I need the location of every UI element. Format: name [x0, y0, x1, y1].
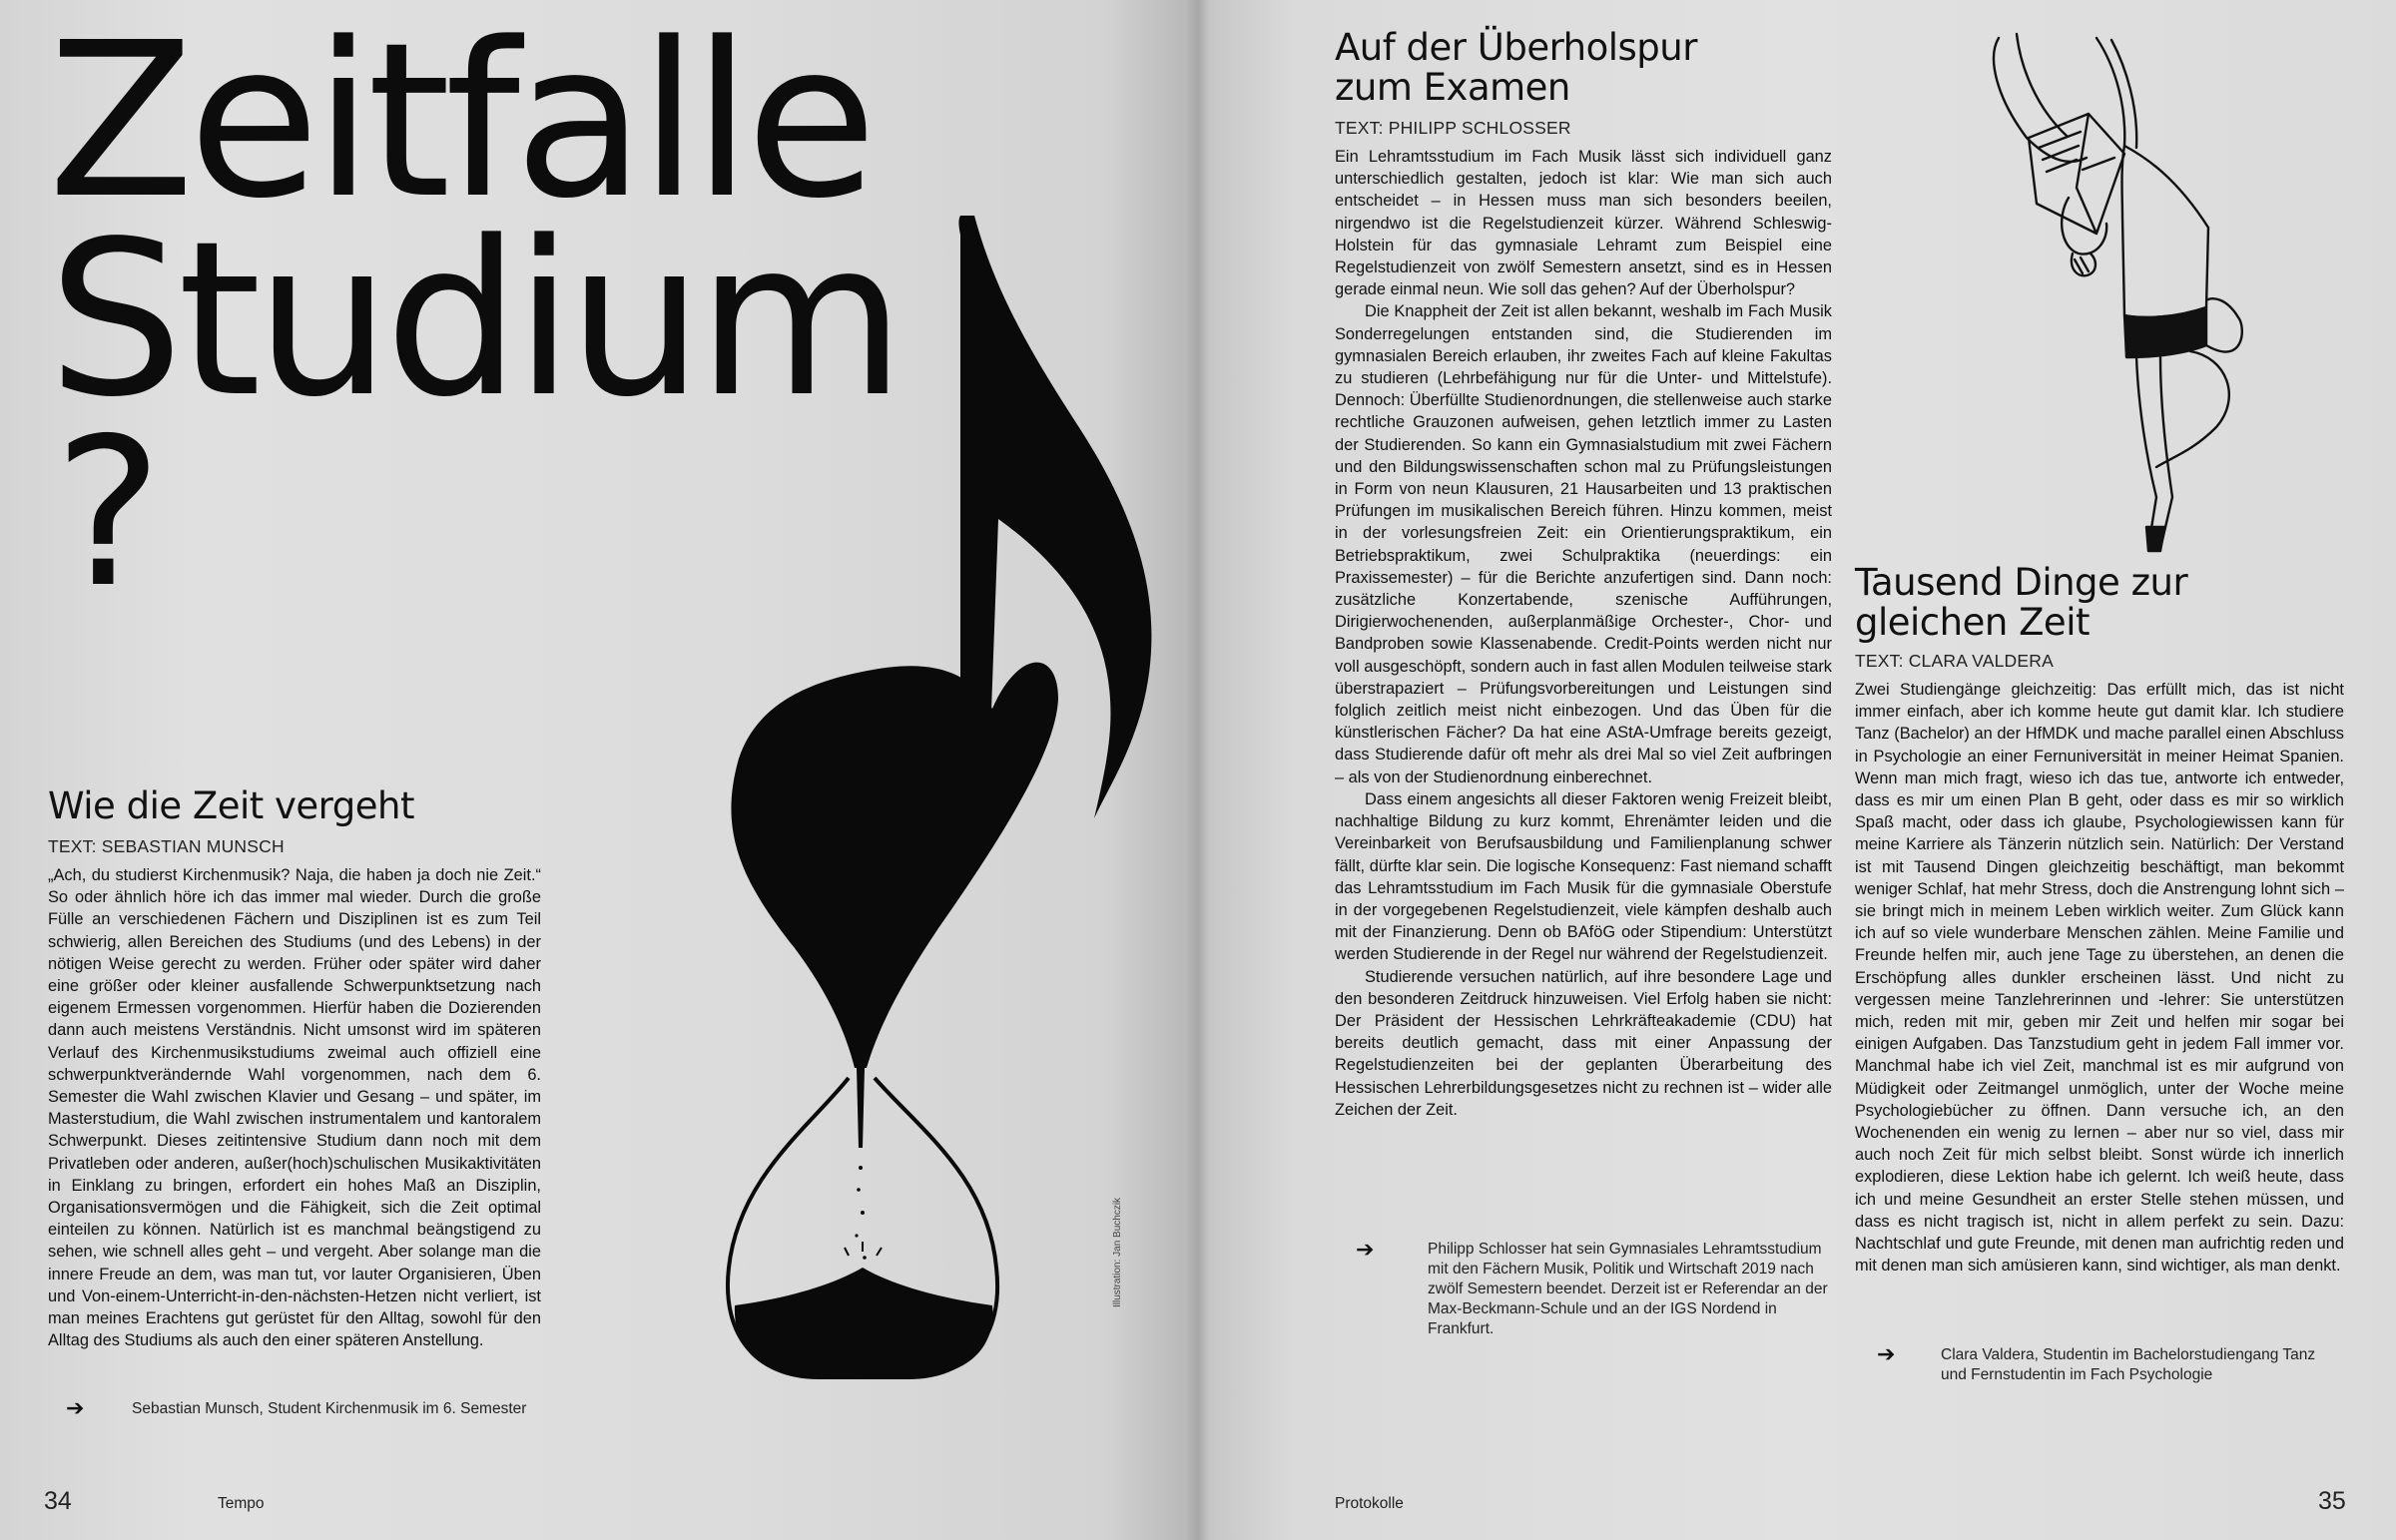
article3-paragraph: Zwei Studiengänge gleichzeitig: Das erfüllt mich, das ist nicht immer einfach, aber ich komme heute gut damit klar. Ich studiere Tanz (Bachelor) an der HfMDK und mache parallel einen Abschluss in Psychologie an einer Fernuniversität in meiner Heimat Spanien. Wenn man mich fragt, wieso ich das tue, antworte ich entweder, dass es mir um einen Plan B geht, oder dass es mir so wirklich Spaß macht, oder dass ich glaube, Psychologiewissen kann für meine Karriere als Tänzerin nützlich sein. Natürlich: Der Verstand ist mit Tausend Dingen gleichzeitig beschäftigt, man bekommt weniger Schlaf, hat mehr Stress, doch die Anstrengung lohnt sich – sie bringt mich in meinem Leben wirklich weiter. Zum Glück kann ich auf so viele wunderbare Menschen zählen. Meine Familie und Freunde helfen mir, auch jene Tage zu überstehen, an denen die Erschöpfung alles dunkler erscheinen lässt. Und nicht zu vergessen meine Tanzlehrerinnen und -lehrer: Sie unterstützen mich, reden mit mir, geben mir Zeit und helfen mir sogar bei einigen Aufgaben. Das Tanzstudium geht in jedem Fall immer vor. Manchmal habe ich viel Zeit, manchmal ist es mir aufgrund von Müdigkeit oder Zeitmangel unmöglich, unter der Woche meine Psychologiebücher zu öffnen. Dann versuche ich, an den Wochenenden ein wenig zu lernen – aber nur so viel, dass mir auch noch Zeit für mich selbst bleibt. Sonst würde ich innerlich explodieren, diese Lektion habe ich gelernt. Ich weiß heute, dass ich und meine Gesundheit an erster Stelle stehen müssen, und dass es nicht tragisch ist, nicht in allem perfekt zu sein. Dazu: Nachtschlaf und gute Freunde, mit denen man aufrichtig reden und mit denen man sich amüsieren kann, sind wichtiger, als man denkt.	[1855, 681, 2344, 1276]
note-head	[731, 663, 1058, 1068]
article2-paragraph-2: Die Knappheit der Zeit ist allen bekannt, weshalb im Fach Musik Sonderregelungen entstanden sind, die Studierenden im gymnasialen Bereich erlauben, ihr zweites Fach auf kleine Fakultas zu studieren (Lehrbefähigung nur für die Unter- und Mittelstufe). Dennoch: Überfüllte Studienordnungen, die stellenweise auch starke rechtliche Grauzonen aufweisen, gehen letztlich immer zu Lasten der Studierenden. So kann ein Gymnasialstudium mit zwei Fächern und den Bildungswissenschaften schon mal zu Prüfungsleistungen in Form von neun Klausuren, 21 Hausarbeiten und 13 praktischen Prüfungen im musikalischen Bereich führen. Hinzu kommen, meist in der vorlesungsfreien Zeit: ein Orientierungspraktikum, ein Betriebspraktikum, zwei Schulpraktika (neuerdings: ein Praxissemester) – für die Berichte anzufertigen sind. Dann noch: zusätzliche Konzertabende, szenische Aufführungen, Dirigierwochenenden, außerplanmäßige Orchester-, Chor- und Bandproben sowie Klassenabende. Credit-Points werden nicht nur voll ausgeschöpft, sondern auch in fast allen Modulen teilweise stark überstrapaziert – Prüfungsvorbereitungen und Leistungen sind folglich zeitlich meist nicht einbezogen. Und das Üben für die künstlerischen Fächer? Da hat eine AStA-Umfrage bereits gezeigt, dass Studierende dafür oft mehr als drei Mal so viel Zeit aufbringen – als von der Studienordnung einberechnet.	[1335, 302, 1832, 786]
arrow-right-icon: ➔	[66, 1395, 85, 1420]
sand-stream	[857, 1068, 865, 1148]
article2-heading-line-2: zum Examen	[1335, 65, 1570, 109]
article2-paragraph-3: Dass einem angesichts all dieser Faktoren wenig Freizeit bleibt, nachhaltige Bildung zu kurz kommt, Ehrenämter leiden und die Vereinbarkeit von Berufsausbildung und Familienplanung schwer fällt, dürfte klar sein. Die logische Konsequenz: Fast niemand schafft das Lehramtsstudium im Fach Musik für die gymnasiale Oberstufe in der vorgegebenen Regelstudienzeit, viele kämpfen deshalb auch mit der Finanzierung. Denn ob BAföG oder Stipendium: Unterstützt werden Studierende in der Regel nur während der Regelstudienzeit.	[1335, 789, 1832, 964]
dancer-reading-illustration	[1977, 28, 2236, 557]
page-number-right: 35	[2318, 1487, 2346, 1515]
dancer-back-arm	[2096, 38, 2136, 148]
article2-body	[1335, 146, 1832, 1121]
article2-paragraph-4: Studierende versuchen natürlich, auf ihre besondere Lage und den besonderen Zeitdruck hinzuweisen. Viel Erfolg haben sie nicht: Der Präsident der Hessischen Lehrkräfteakademie (CDU) hat bereits deutlich gemacht, dass mit einer Anpassung der Regelstudienzeiten bei der geplanten Überarbeitung des Hessischen Lehrerbildungsgesetzes nicht zu rechnen ist – wider alle Zeichen der Zeit.	[1335, 967, 1832, 1119]
open-book	[2029, 114, 2124, 234]
dancer-shirt	[2122, 146, 2209, 317]
article2-paragraph-1: Ein Lehramtsstudium im Fach Musik lässt sich individuell ganz unterschiedlich gestalten, jedoch ist klar: Wie man sich auch entscheidet – in Hessen muss man sich besonders beeilen, nirgendwo ist die Regelstudienzeit kürzer. Während Schleswig-Holstein für das gymnasiale Lehramt zum Beispiel eine Regelstudienzeit von zwölf Semestern ansetzt, sind es in Hessen gerade einmal neun. Wie soll das gehen? Auf der Überholspur?	[1335, 148, 1832, 299]
illustration-credit: Illustration: Jan Buchczik	[1112, 1197, 1123, 1307]
article2-heading-line-1: Auf der Überholspur	[1335, 26, 1697, 69]
main-title-question-mark: ?	[54, 395, 157, 634]
article2-heading	[1335, 28, 1697, 107]
article1-byline: TEXT: SEBASTIAN MUNSCH	[48, 836, 285, 856]
main-title-line-2: Studium	[48, 196, 899, 445]
arrow-right-icon: ➔	[1877, 1341, 1896, 1366]
article2-byline: TEXT: PHILIPP SCHLOSSER	[1335, 118, 1571, 138]
article1-heading: Wie die Zeit vergeht	[48, 784, 414, 827]
arrow-right-icon: ➔	[1356, 1237, 1375, 1262]
running-head-right: Protokolle	[1335, 1495, 1404, 1512]
article3-author-note: Clara Valdera, Studentin im Bachelorstudiengang Tanz und Fernstudentin im Fach Psychologie	[1941, 1346, 2316, 1383]
main-title-line-1: Zeitfalle	[48, 0, 872, 246]
dancer-standing-leg	[2136, 357, 2172, 549]
running-head-left: Tempo	[218, 1495, 265, 1512]
dancer-raised-arm	[1994, 38, 2087, 162]
article1-paragraph: „Ach, du studierst Kirchenmusik? Naja, die haben ja doch nie Zeit.“ So oder ähnlich höre ich das immer mal wieder. Durch die große Fülle an verschiedenen Fächern und Disziplinen ist es zum Teil schwierig, allen Bereichen des Studiums (und des Lebens) in der nötigen Weise gerecht zu werden. Früher oder später wird daher eine größer oder kleiner ausfallende Schwerpunktsetzung nach eigenem Ermessen vorgenommen. Hierfür haben die Dozierenden dann auch meistens Verständnis. Nicht umsonst wird im späteren Verlauf des Kirchenmusikstudiums zweimal auch offiziell eine schwerpunktverändernde Wahl vorgenommen, nach dem 6. Semester die Wahl zwischen Klavier und Gesang – und später, im Masterstudium, die Wahl zwischen instrumentalem und kantoralem Schwerpunkt. Dieses zeitintensive Studium dann noch mit dem Privatleben oder anderen, außer(hoch)schulischen Musikaktivitäten in Einklang zu bringen, erfordert ein hohes Maß an Disziplin, Organisationsvermögen und die Fähigkeit, sich die Zeit optimal einteilen zu können. Natürlich ist es manchmal beängstigend zu sehen, wie schnell alles geht – und vergeht. Aber solange man die innere Freude an dem, was man tut, vor lauter Organisieren, Üben und Von-einem-Unterricht-in-den-nächsten-Hetzen nicht verliert, ist man meines Erachtens gut gerüstet für den Alltag, sowohl für den Alltag des Studiums als auch den einer späteren Anstellung.	[48, 866, 541, 1350]
sand-splash	[845, 1242, 882, 1256]
page-number-left: 34	[44, 1487, 72, 1515]
article2-author-note: Philipp Schlosser hat sein Gymnasiales Lehramtsstudium mit den Fächern Musik, Politik und Wirtschaft 2019 nach zwölf Semestern beendet. Derzeit ist er Referendar an der Max-Beckmann-Schule und an der IGS Nordend in Frankfurt.	[1428, 1241, 1828, 1337]
article3-heading-line-1: Tausend Dinge zur	[1855, 561, 2188, 604]
hourglass-note-illustration	[699, 230, 1218, 1427]
article3-byline: TEXT: CLARA VALDERA	[1855, 651, 2054, 671]
article1-body	[48, 864, 541, 1351]
dancer-shorts	[2124, 307, 2206, 357]
article1-author-note: Sebastian Munsch, Student Kirchenmusik im 6. Semester	[132, 1400, 527, 1417]
article3-heading-line-2: gleichen Zeit	[1855, 600, 2090, 644]
article3-heading	[1855, 563, 2187, 642]
sand-pile	[735, 1268, 992, 1377]
article3-body	[1855, 679, 2344, 1277]
